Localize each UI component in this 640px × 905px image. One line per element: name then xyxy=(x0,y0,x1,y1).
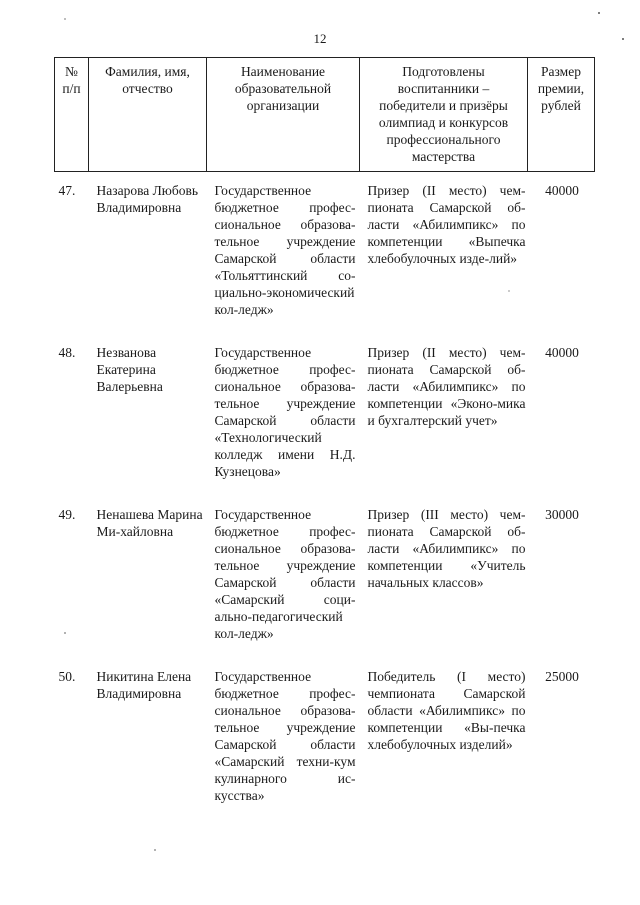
row-prize: 40000 xyxy=(545,345,579,360)
awards-table xyxy=(54,57,595,804)
scan-speck xyxy=(598,12,600,14)
header-organization: Наименование образовательной организации xyxy=(207,58,360,172)
table-row xyxy=(55,182,595,318)
row-name: Никитина Елена Владимировна xyxy=(96,669,192,701)
header-achievement: Подготовлены воспитанники – победители и призёры олимпиад и конкурсов профессионального мастерства xyxy=(360,58,528,172)
row-achievement: Победитель (I место) чемпионата Самарской области «Абилимпикс» по компетенции «Вы-печка хлебобулочных изделий» xyxy=(367,669,526,752)
row-organization: Государственное бюджетное профес-сиональное образова-тельное учреждение Самарской области «Тольяттинский со-циально-экономический кол-ледж» xyxy=(214,183,356,317)
row-organization: Государственное бюджетное профес-сиональное образова-тельное учреждение Самарской области «Самарский техни-кум кулинарного ис-кусства» xyxy=(214,669,356,803)
row-number: 50. xyxy=(58,669,76,684)
scan-speck xyxy=(622,38,624,40)
table-row xyxy=(55,506,595,642)
scan-speck xyxy=(508,290,510,292)
scan-speck xyxy=(154,849,156,851)
table-row xyxy=(55,344,595,480)
row-name: Назарова Любовь Владимировна xyxy=(96,183,199,215)
scan-speck xyxy=(64,632,66,634)
header-prize: Размер премии, рублей xyxy=(528,58,595,172)
scan-speck xyxy=(64,18,66,20)
row-name: Незванова Екатерина Валерьевна xyxy=(96,345,163,394)
row-achievement: Призер (II место) чем-пионата Самарской об-ласти «Абилимпикс» по компетенции «Эконо-мика и бухгалтерский учет» xyxy=(367,345,526,428)
table-header-row xyxy=(55,58,595,172)
header-name: Фамилия, имя, отчество xyxy=(89,58,207,172)
row-number: 49. xyxy=(58,507,76,522)
row-prize: 30000 xyxy=(545,507,579,522)
header-number: № п/п xyxy=(55,58,89,172)
row-name: Ненашева Марина Ми-хайловна xyxy=(96,507,203,539)
table-row xyxy=(55,668,595,804)
page-number: 12 xyxy=(313,31,327,46)
row-achievement: Призер (III место) чем-пионата Самарской об-ласти «Абилимпикс» по компетенции «Учитель начальных классов» xyxy=(367,507,526,590)
row-number: 48. xyxy=(58,345,76,360)
row-prize: 40000 xyxy=(545,183,579,198)
row-achievement: Призер (II место) чем-пионата Самарской об-ласти «Абилимпикс» по компетенции «Выпечка хлебобулочных изде-лий» xyxy=(367,183,526,266)
row-organization: Государственное бюджетное профес-сиональное образова-тельное учреждение Самарской области «Самарский соци-ально-педагогический кол-ледж» xyxy=(214,507,356,641)
row-number: 47. xyxy=(58,183,76,198)
row-prize: 25000 xyxy=(545,669,579,684)
row-organization: Государственное бюджетное профес-сиональное образова-тельное учреждение Самарской области «Технологический колледж имени Н.Д. Кузнецова» xyxy=(214,345,356,479)
